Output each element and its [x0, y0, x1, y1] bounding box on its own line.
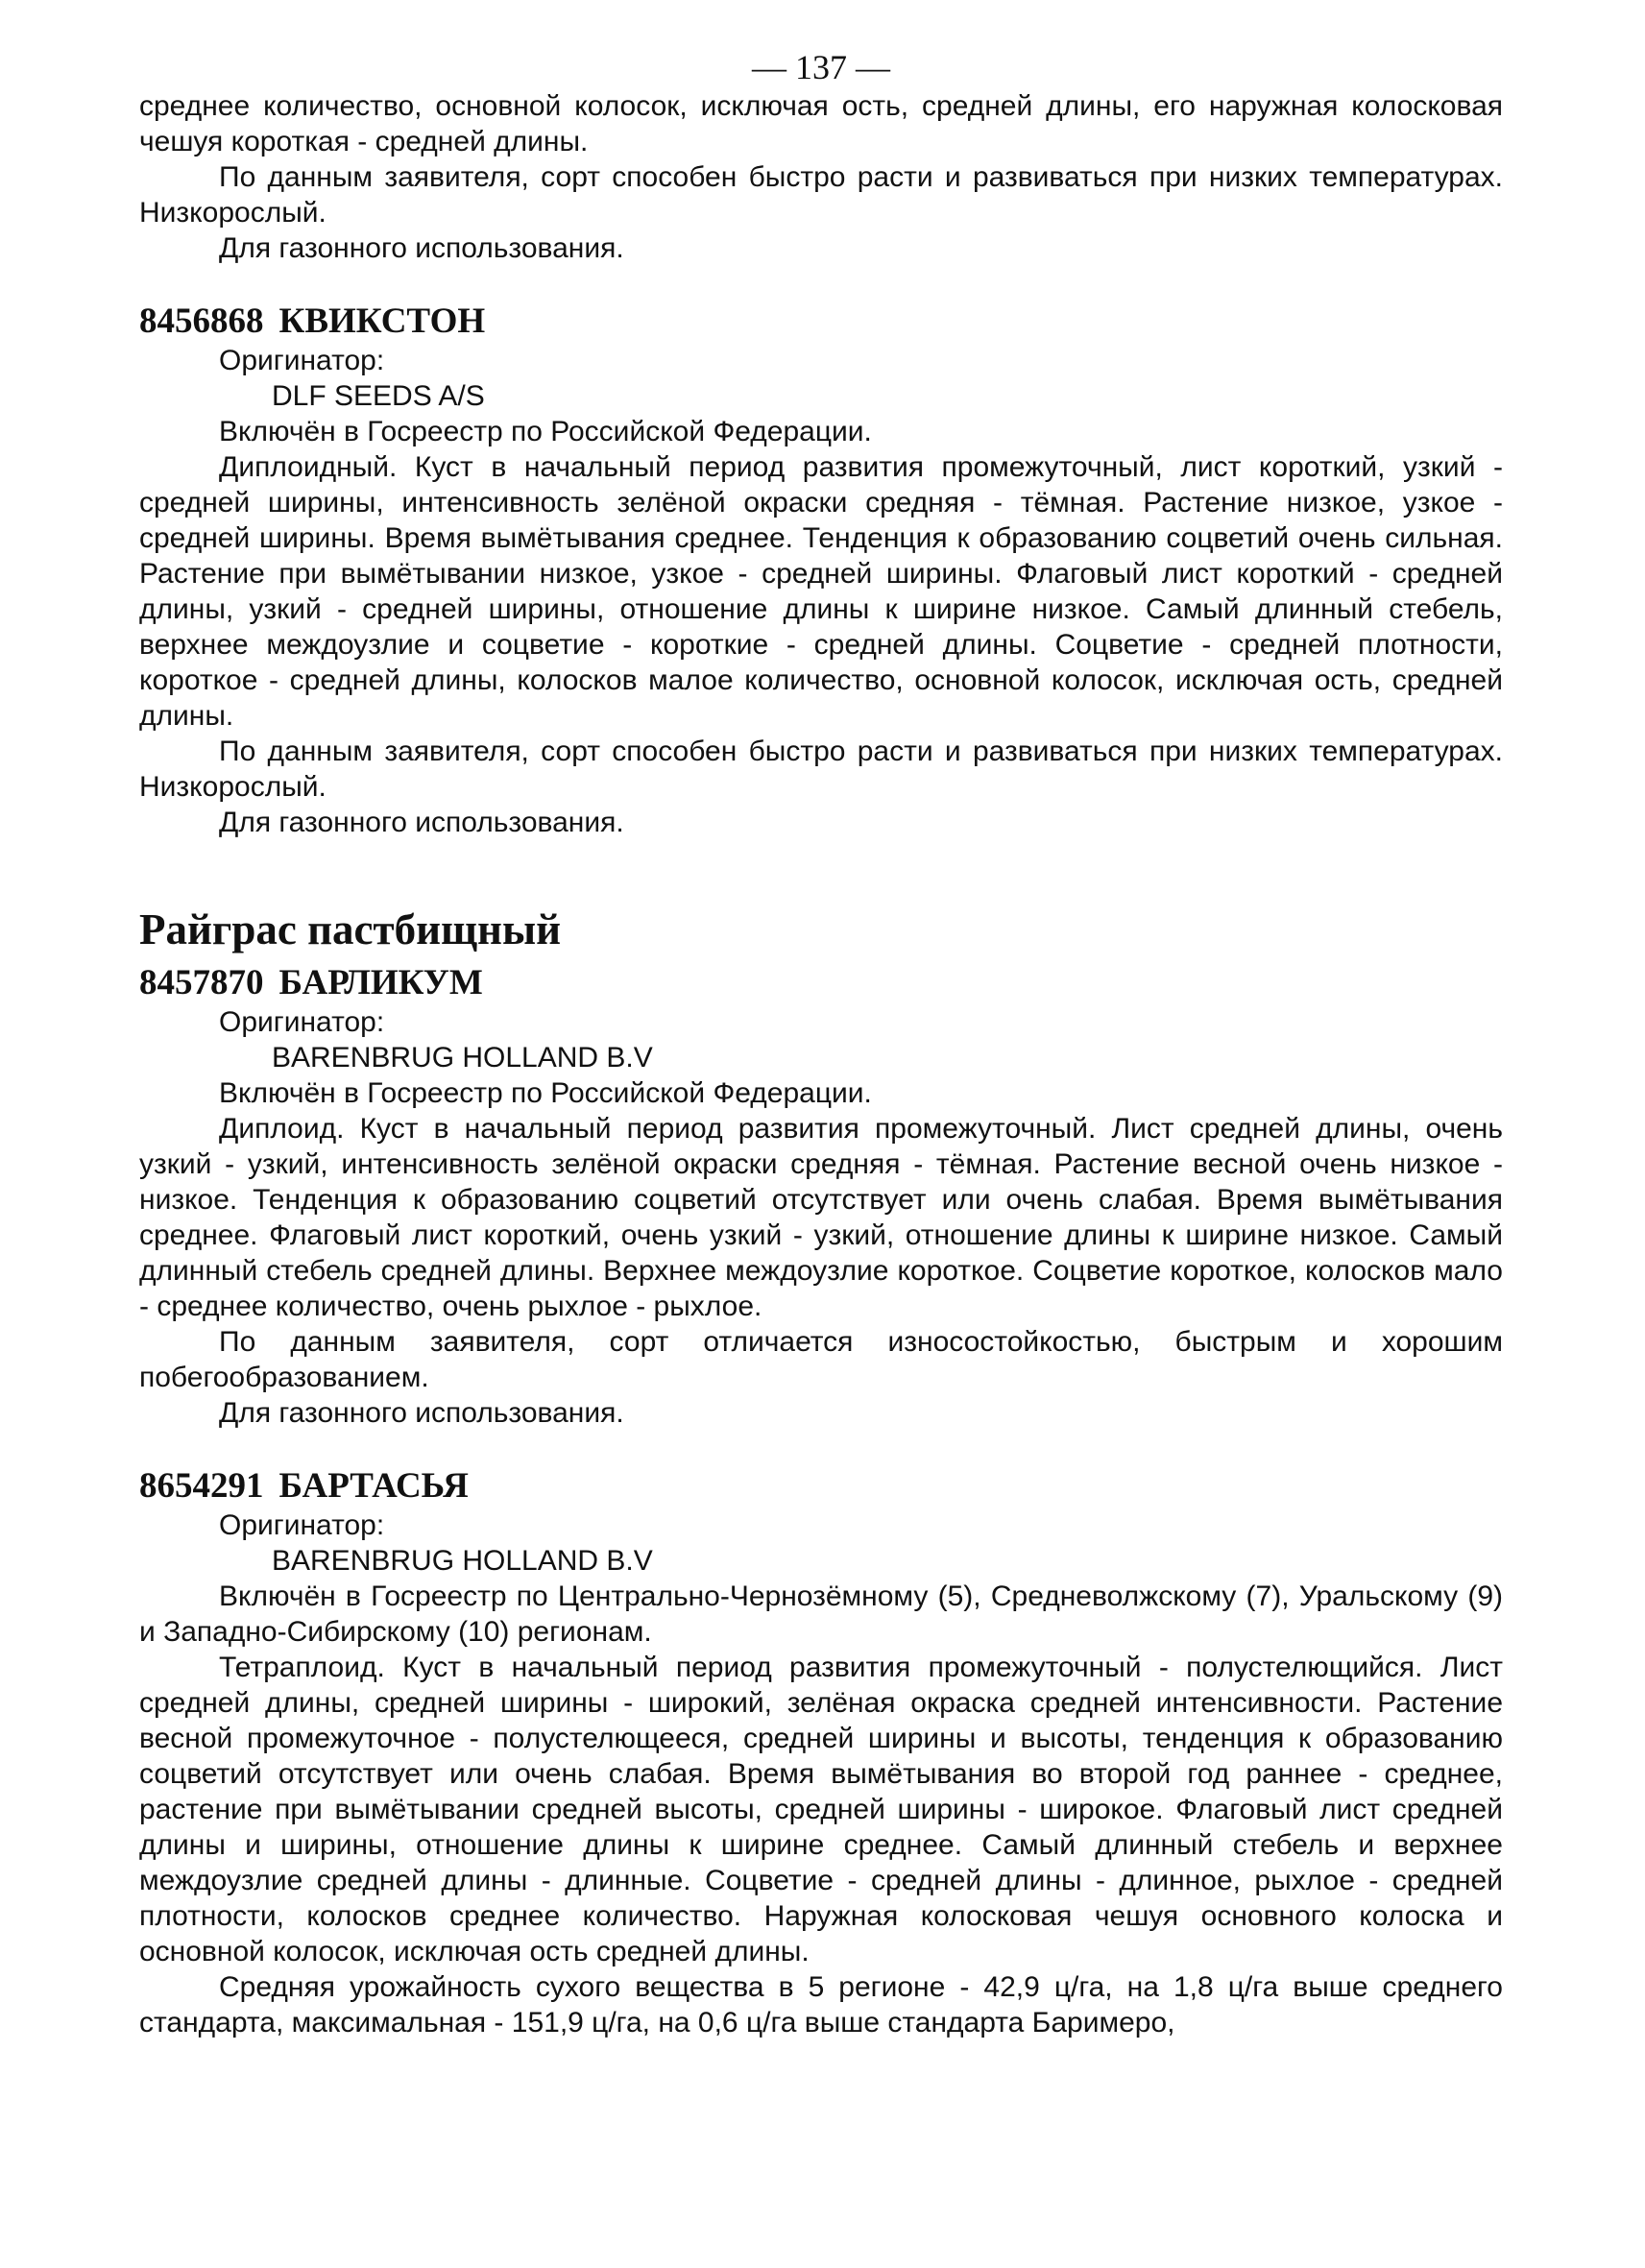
originator-name: BARENBRUG HOLLAND B.V: [272, 1545, 653, 1577]
registry-status: Включён в Госреестр по Российской Федерации.: [219, 416, 872, 447]
variety-title: [139, 1465, 1503, 1508]
variety-description: Диплоидный. Куст в начальный период развития промежуточный, лист короткий, узкий - средней ширины, интенсивность зелёной окраски средняя - тёмная. Растение низкое, узкое - средней ширины. Время вымётывания среднее. Тенденция к образованию соцветий очень сильная. Растение при вымётывании низкое, узкое - средней ширины. Флаговый лист короткий - средней длины, узкий - средней ширины, отношение длины к ширине низкое. Самый длинный стебель, верхнее междоузлие и соцветие - короткие - средней длины. Соцветие - средней плотности, короткое - средней длины, колосков малое количество, основной колосок, исключая ость, средней длины.: [139, 451, 1503, 732]
document-page: [139, 48, 1503, 2040]
page-number: — 137 —: [752, 48, 890, 86]
applicant-note: По данным заявителя, сорт отличается износостойкостью, быстрым и хорошим побегообразованием.: [139, 1326, 1503, 1393]
variety-description: Тетраплоид. Куст в начальный период развития промежуточный - полустелющийся. Лист средней длины, средней ширины - широкий, зелёная окраска средней интенсивности. Растение весной промежуточное - полустелющееся, средней ширины и высоты, тенденция к образованию соцветий отсутствует или очень слабая. Время вымётывания во второй год раннее - среднее, растение при вымётывании средней высоты, средней ширины - широкое. Флаговый лист средней длины и ширины, отношение длины к ширине среднее. Самый длинный стебель и верхнее междоузлие средней длины - длинные. Соцветие - средней длины - длинное, рыхлое - средней плотности, колосков среднее количество. Наружная колосковая чешуя основного колоска и основной колосок, исключая ость средней длины.: [139, 1652, 1503, 1967]
variety-title: [139, 962, 1503, 1004]
originator-label: Оригинатор:: [219, 345, 385, 376]
registry-status: Включён в Госреестр по Центрально-Чернозёмному (5), Средневолжскому (7), Уральскому (9) и Западно-Сибирскому (10) регионам.: [139, 1580, 1503, 1648]
variety-name: БАРТАСЬЯ: [278, 1466, 469, 1506]
intro-usage: Для газонного использования.: [219, 232, 624, 264]
applicant-note: По данным заявителя, сорт способен быстро расти и развиваться при низких температурах. Низкорослый.: [139, 736, 1503, 803]
originator-name: BARENBRUG HOLLAND B.V: [272, 1042, 653, 1074]
variety-code: 8456868: [139, 302, 264, 341]
intro-applicant-note: По данным заявителя, сорт способен быстро расти и развиваться при низких температурах. Низкорослый.: [139, 161, 1503, 229]
usage-note: Для газонного использования.: [219, 1397, 624, 1429]
registry-status: Включён в Госреестр по Российской Федерации.: [219, 1077, 872, 1109]
originator-name: DLF SEEDS A/S: [272, 380, 485, 412]
variety-description: Диплоид. Куст в начальный период развития промежуточный. Лист средней длины, очень узкий - узкий, интенсивность зелёной окраски средняя - тёмная. Растение весной очень низкое - низкое. Тенденция к образованию соцветий отсутствует или очень слабая. Время вымётывания среднее. Флаговый лист короткий, очень узкий - узкий, отношение длины к ширине низкое. Самый длинный стебель средней длины. Верхнее междоузлие короткое. Соцветие короткое, колосков мало - среднее количество, очень рыхлое - рыхлое.: [139, 1113, 1503, 1322]
intro-continuation: среднее количество, основной колосок, исключая ость, средней длины, его наружная колосковая чешуя короткая - средней длины.: [139, 90, 1503, 157]
variety-name: БАРЛИКУМ: [278, 963, 483, 1002]
variety-name: КВИКСТОН: [278, 302, 486, 341]
variety-code: 8654291: [139, 1466, 264, 1506]
yield-note: Средняя урожайность сухого вещества в 5 регионе - 42,9 ц/га, на 1,8 ц/га выше среднего стандарта, максимальная - 151,9 ц/га, на 0,6 ц/га выше стандарта Баримеро,: [139, 1971, 1503, 2039]
variety-section-bartasya: [139, 1465, 1503, 2040]
variety-title: [139, 301, 1503, 343]
species-title: Райграс пастбищный: [139, 905, 562, 953]
variety-code: 8457870: [139, 963, 264, 1002]
intro-section: [139, 88, 1503, 266]
usage-note: Для газонного использования.: [219, 807, 624, 838]
originator-label: Оригинатор:: [219, 1006, 385, 1038]
originator-label: Оригинатор:: [219, 1509, 385, 1541]
variety-section-kvikston: [139, 301, 1503, 840]
variety-section-barlikum: [139, 962, 1503, 1431]
